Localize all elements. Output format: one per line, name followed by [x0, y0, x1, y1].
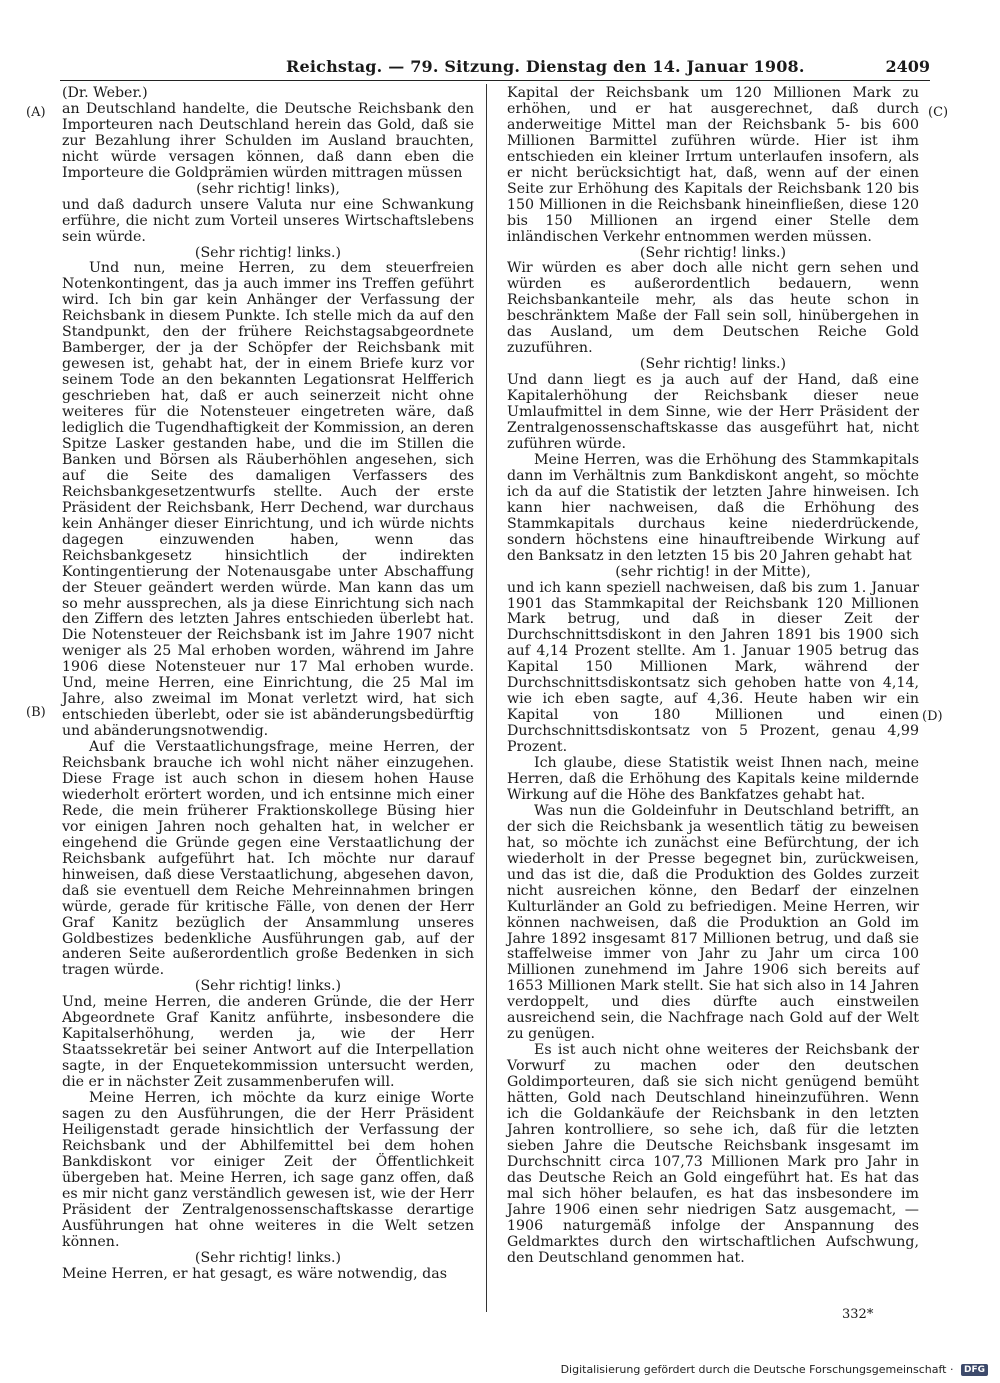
page-header: [60, 57, 930, 79]
paragraph: Kapital der Reichsbank um 120 Millionen Mark zu erhöhen, und er hat ausgerechnet, daß durch anderweitige Mittel man der Reichsbank 5- bis 600 Millionen Barmittel zuführen würde. Hier ist ihm entschieden ein kleiner Irrtum unterlaufen insofern, als er nicht berücksichtigt hat, daß, wenn auf der einen Seite zur Erhöhung des Kapitals der Reichsbank 120 bis 150 Millionen in die Reichsbank hineinfließen, diese 120 bis 150 Millionen an irgend einer Stelle dem inländischen Verkehr entnommen werden müssen.: [507, 85, 919, 245]
paragraph: Was nun die Goldeinfuhr in Deutschland betrifft, an der sich die Reichsbank ja wesentlich tätig zu beweisen hat, so möchte ich zunächst eine Befürchtung, der ich wiederholt in der Presse begegnet bin, zurückweisen, und das ist die, daß die Produktion des Goldes zurzeit nicht ausreichen könne, den Bedarf der einzelnen Kulturländer an Gold zu befriedigen. Meine Herren, wir können nachweisen, daß die Produktion an Gold im Jahre 1892 insgesamt 817 Millionen betrug, und daß sie staffelweise immer von Jahr zu Jahr um circa 100 Millionen zunehmend im Jahre 1906 sich bereits auf 1653 Millionen Mark stellt. Sie hat sich also in 14 Jahren verdoppelt, und dies dürfte auch einstweilen ausreichend sein, die Nachfrage nach Gold auf der Welt zu genügen.: [507, 802, 919, 1043]
page-number: 2409: [885, 57, 930, 76]
paragraph: Ich glaube, diese Statistik weist Ihnen nach, meine Herren, daß die Erhöhung des Kapitals keine mildernde Wirkung auf die Höhe des Bankfatzes gehabt hat.: [507, 755, 919, 803]
dfg-logo-icon: DFG: [961, 1364, 988, 1376]
paragraph: Meine Herren, ich möchte da kurz einige Worte sagen zu den Ausführungen, die der Herr Präsident Heiligenstadt gerade hinsichtlich der Verfassung der Reichsbank und der Abhilfemittel bei dem hohen Bankdiskont vor einiger Zeit der Öffentlichkeit übergeben hat. Meine Herren, ich sage ganz offen, daß es mir nicht ganz verständlich gewesen ist, wie der Herr Präsident der Zentralgenossenschaftskasse derartige Ausführungen hat ohne weiteres in die Welt setzen können.: [62, 1090, 474, 1250]
paragraph: Und dann liegt es ja auch auf der Hand, daß eine Kapitalerhöhung der Reichsbank dieser neue Umlaufmittel in dem Sinne, wie der Herr Präsident der Zentralgenossenschaftskasse das ausgeführt hat, nicht zuführen würde.: [507, 372, 919, 452]
interjection: (sehr richtig! in der Mitte),: [615, 563, 811, 580]
interjection: (Sehr richtig! links.): [639, 244, 787, 261]
paragraph: Meine Herren, er hat gesagt, es wäre notwendig, das: [62, 1265, 447, 1282]
margin-mark-b: (B): [26, 705, 46, 720]
column-divider: [486, 84, 487, 1312]
margin-mark-c: (C): [928, 105, 949, 120]
paragraph: Meine Herren, was die Erhöhung des Stammkapitals dann im Verhältnis zum Bankdiskont angeht, so möchte ich da auf die Statistik der letzten Jahre hinweisen. Ich kann hier nachweisen, daß die Erhöhung des Stammkapitals durchaus keine niederdrückende, sondern höchstens eine hinauftreibende Wirkung auf den Banksatz in den letzten 15 bis 20 Jahren gehabt hat: [507, 451, 919, 564]
interjection: (sehr richtig! links),: [196, 180, 340, 197]
paragraph: Auf die Verstaatlichungsfrage, meine Herren, der Reichsbank brauche ich wohl nicht näher einzugehen. Diese Frage ist auch schon in diesem hohen Hause wiederholt erörtert worden, und ich entsinne mich einer Rede, die mein früherer Fraktionskollege Büsing hier vor einigen Jahren noch gehalten hat, in welcher er eingehend die Gründe gegen eine Verstaatlichung der Reichsbank aufgeführt hat. Ich möchte nur darauf hinweisen, daß diese Verstaatlichung, abgesehen davon, daß sie eventuell dem Reiche Mehreinnahmen bringen würde, gerade für kritische Fälle, von denen der Herr Graf Kanitz bezüglich der Ansammlung unseres Goldbestizes bedenkliche Ausführungen gab, auf der anderen Seite außerordentlich große Bedenken in sich tragen würde.: [62, 739, 474, 979]
running-title: Reichstag. — 79. Sitzung. Dienstag den 14. Januar 1908.: [286, 57, 805, 76]
margin-mark-a: (A): [26, 105, 46, 120]
interjection: (Sehr richtig! links.): [194, 1249, 342, 1266]
paragraph: Und, meine Herren, die anderen Gründe, die der Herr Abgeordnete Graf Kanitz anführte, insbesondere die Kapitalserhöhung, werden ja, wie der Herr Staatssekretär bei seiner Antwort auf die Interpellation sagte, in der Enquetekommission untersucht werden, die er in nächster Zeit zusammenberufen will.: [62, 994, 474, 1091]
paragraph: Es ist auch nicht ohne weiteres der Reichsbank der Vorwurf zu machen oder den deutschen Goldimporteuren, daß sie sich nicht genügend bemüht hätten, Gold nach Deutschland hineinzuführen. Wenn ich die Goldankäufe der Reichsbank in den letzten Jahren kontrolliere, so sehe ich, daß für die letzten sieben Jahre die Deutsche Reichsbank insgesamt im Durchschnitt circa 107,73 Millionen Mark pro Jahr in das Deutsche Reich an Gold eingeführt hat. Es hat das mal sich höher belaufen, es hat das insbesondere im Jahre 1906 einen sehr niedrigen Satz ausgemacht, — 1906 naturgemäß infolge der Anspannung des Geldmarktes durch den wirtschaftlichen Aufschwung, den Deutschland genommen hat.: [507, 1042, 919, 1266]
interjection: (Sehr richtig! links.): [194, 978, 342, 995]
interjection: (Sehr richtig! links.): [639, 356, 787, 373]
paragraph: und daß dadurch unsere Valuta nur eine Schwankung erführe, die nicht zum Vorteil unseres Wirtschaftslebens sein würde.: [62, 196, 474, 245]
speaker-label: (Dr. Weber.): [62, 85, 148, 101]
right-column: [507, 86, 919, 1267]
paragraph: an Deutschland handelte, die Deutsche Reichsbank den Importeuren nach Deutschland herein das Gold, daß sie zur Bezahlung ihrer Schulden im Ausland brauchten, nicht würde versagen können, daß dann eben die Importeure die Goldprämien würden mittragen müssen: [62, 100, 474, 181]
paragraph: Wir würden es aber doch alle nicht gern sehen und würden es außerordentlich bedauern, wenn Reichsbankanteile mehr, als das heute schon in beschränktem Maße der Fall sein soll, hinübergehen in das Ausland, um dem Deutschen Reiche Gold zuzuführen.: [507, 260, 919, 357]
paragraph: und ich kann speziell nachweisen, daß bis zum 1. Januar 1901 das Stammkapital der Reichsbank 120 Millionen Mark betrug, und daß in dieser Zeit der Durchschnittsdiskont in den Jahren 1891 bis 1900 sich auf 4,14 Prozent stellte. Am 1. Januar 1905 betrug das Kapital 150 Millionen Mark, während der Durchschnittsdiskontsatz sich gehoben hatte von 4,14, wie ich eben sagte, auf 4,36. Heute haben wir ein Kapital von 180 Millionen und einen Durchschnittsdiskontsatz von 5 Prozent, genau 4,99 Prozent.: [507, 579, 919, 756]
left-column: [62, 86, 474, 1282]
paragraph: Und nun, meine Herren, zu dem steuerfreien Notenkontingent, das ja auch immer ins Treffen geführt wird. Ich bin gar kein Anhänger der Verfassung der Reichsbank in diesem Punkte. Ich stelle mich da auf den Standpunkt, den der frühere Reichstagsabgeordnete Bamberger, der ja der Schöpfer der Reichsbank mit gewesen ist, gehabt hat, der in einem Briefe kurz vor seinem Tode an den bekannten Legationsrat Helfferich geschrieben hat, daß er auch seinerzeit nicht ohne weiteres für die Notensteuer eingetreten wäre, daß lediglich die Tugendhaftigkeit der Kommission, an deren Spitze Lasker gestanden habe, und die im Stillen die Banken und Börsen als Räuberhöhlen angesehen, sich auf die Seite des damaligen Verfassers des Reichsbankgesetzentwurfs stellte. Auch der erste Präsident der Reichsbank, Herr Dechend, war durchaus kein Anhänger dieser Einrichtung, und ich würde nichts dagegen einzuwenden haben, wenn das Reichsbankgesetz hinsichtlich der indirekten Kontingentierung der Notenausgabe unter Abschaffung der Steuer geändert werden würde. Man kann das um so mehr aussprechen, als ja diese Einrichtung sich nach den Ziffern des letzten Jahres entschieden überlebt hat. Die Notensteuer der Reichsbank ist im Jahre 1907 nicht weniger als 25 Mal erhoben worden, während im Jahre 1906 diese Notensteuer nur 17 Mal erhoben wurde. Und, meine Herren, eine Einrichtung, die 25 Mal im Jahre, also zweimal im Monat verletzt wird, hat sich entschieden überlebt, oder sie ist abänderungsbedürftig und abänderungsnotwendig.: [62, 260, 474, 740]
footer-text: Digitalisierung gefördert durch die Deutsche Forschungsgemeinschaft ·: [560, 1363, 954, 1376]
margin-mark-d: (D): [922, 709, 943, 724]
interjection: (Sehr richtig! links.): [194, 244, 342, 261]
sheet-mark: 332*: [842, 1307, 874, 1322]
digitization-footer: [561, 1363, 988, 1376]
header-rule: [60, 80, 930, 81]
